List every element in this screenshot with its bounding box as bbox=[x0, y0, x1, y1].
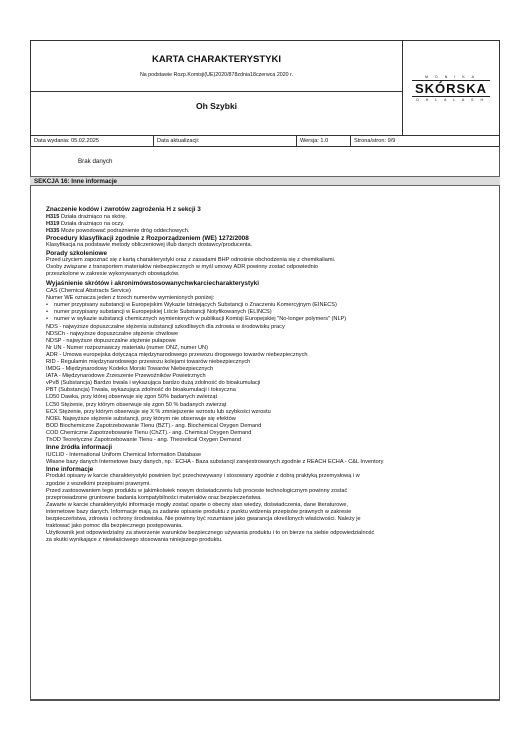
text-line: • numer przypisany substancji w Europejskim Wykazie Istniejących Substancji o Znaczeniu Komercyjnym (EINECS) bbox=[46, 302, 492, 309]
sources-heading: Inne źródła informacji bbox=[46, 444, 113, 452]
text-line: IMDG - Międzynarodowy Kodeks Morski Towarów Niebezpiecznych bbox=[46, 366, 214, 373]
document-title: KARTA CHARAKTERYSTYKI bbox=[152, 54, 281, 65]
regulation-subtitle: Na podstawie Rozp.Komisji(UE)2020/878zdnia18czerwca 2020 r. bbox=[139, 72, 294, 78]
text-line: bezpieczeństwa, zdrowia i ochrony środowiska. Nie powinny być rozumiane jako gwarancja określonych właściwości. Należy je bbox=[46, 516, 361, 523]
other-info-text bbox=[46, 473, 492, 544]
text-line: • numer w wykazie substancji chemicznych wymienionych w publikacji Komisji Europejskiej "No-longer polymers" (NLP) bbox=[46, 316, 492, 323]
classification-text: Klasyfikacja na podstawie metody obliczeniowej i/lub danych dostawcy/producenta. bbox=[46, 242, 253, 249]
text-line: LC50 Stężenie, przy którym obserwuje się zgon 50 % badanych zwierząt bbox=[46, 401, 227, 408]
hcode: H335 bbox=[46, 227, 61, 234]
section-16-content bbox=[46, 206, 492, 544]
text-line: Produkt opisany w karcie charakterystyki powinien być przechowywany i stosowany zgodnie z dobrą praktyką przemysłową i w bbox=[46, 473, 360, 480]
hcodes-list bbox=[46, 214, 492, 235]
issue-date: Data wydania: 05.02.2025 bbox=[31, 136, 154, 146]
section-16-heading: SEKCJA 16: Inne informacje bbox=[30, 176, 500, 186]
ec-number-bullets bbox=[46, 302, 492, 323]
hcode-text: Działa drażniąco na skórę. bbox=[60, 213, 127, 220]
abbreviations-list bbox=[46, 324, 492, 445]
text-line: Przed użyciem zapoznać się z kartą charakterystyki oraz z zasadami BHP odnośnie obchodzenia się z chemikaliami. bbox=[46, 257, 336, 264]
update-date: Data aktualizacji: bbox=[154, 136, 297, 146]
text-line: Zawarte w karcie charakterystyki informacje mogły zostać oparte o obecny stan wiedzy, doświadczenia, dane literaturowe, bbox=[46, 501, 349, 508]
text-line: internetowe bazy danych. Informacje mają za zadanie opisanie produktu z punktu widzenia przepisów prawnych w zakresie bbox=[46, 508, 352, 515]
text-line: Numer WE oznacza jeden z trzech numerów wymienionych poniżej: bbox=[46, 295, 215, 302]
cas-text bbox=[46, 288, 492, 302]
text-line: vPvB (Substancja) Bardzo trwała i wykazująca bardzo dużą zdolność do bioakumulacji bbox=[46, 380, 261, 387]
text-line: Własne bazy danych Internetowe bazy danych, np.: ECHA - Baza substancji zarejestrowanych zgodnie z REACH ECHA - C&L Inventory bbox=[46, 458, 384, 465]
text-line: NDSCh - najwyższe dopuszczalne stężenie chwilowe bbox=[46, 330, 179, 337]
hcodes-heading: Znaczenie kodów i zwrotów zagrożenia H z sekcji 3 bbox=[46, 206, 201, 213]
text-line: Nr UN - Numer rozpoznawczy materiału (numer ONZ, numer UN) bbox=[46, 344, 208, 351]
text-line: za skutki wynikające z niewłaściwego stosowania niniejszego produktu. bbox=[46, 537, 223, 544]
hcode-row bbox=[46, 221, 492, 228]
product-name: Oh Szybki bbox=[195, 101, 238, 111]
text-line: przeszkolone w zakresie wykonywanych obowiązków. bbox=[46, 271, 180, 278]
document-header bbox=[30, 40, 500, 147]
text-line: zgodzie z wszelkimi przepisami prawnymi. bbox=[46, 480, 151, 487]
text-line: NDS - najwyższe dopuszczalne stężenia substancji szkodliwych dla zdrowia w środowisku pracy bbox=[46, 323, 285, 330]
text-line: Użytkownik jest odpowiedzialny za stworzenie warunków bezpiecznego używania produktu i to on bierze na siebie odpowiedzialność bbox=[46, 530, 375, 537]
other-info-heading: Inne informacje bbox=[46, 465, 94, 473]
text-line: ECX Stężenie, przy którym obserwuje się X % zmniejszenie wzrostu lub szybkości wzrostu bbox=[46, 408, 271, 415]
text-line: PBT (Substancja) Trwała, wykazująca zdolność do bioakumulacji i toksyczna bbox=[46, 387, 236, 394]
hcode: H319 bbox=[46, 220, 61, 227]
text-line: ThOD Teoretyczne Zapotrzebowanie Tlenu - ang. Theoretical Oxygen Demand bbox=[46, 437, 241, 443]
hcode-row bbox=[46, 228, 492, 235]
text-line: Osoby związane z transportem materiałów niebezpiecznych w myśl umowy ADR powinny zostać odpowiednio bbox=[46, 264, 319, 271]
hcode-text: Może powodować podrażnienie dróg oddechowych. bbox=[60, 227, 190, 234]
training-heading: Porady szkoleniowe bbox=[46, 249, 108, 257]
text-line: ADR - Umowa europejska dotycząca międzynarodowego przewozu drogowego towarów niebezpiecznych bbox=[46, 351, 308, 358]
hcode-row bbox=[46, 214, 492, 221]
text-line: BOD Biochemiczne Zapotrzebowanie Tlenu (BZT).- ang. Biochemical Oxygen Demand bbox=[46, 422, 262, 429]
text-line: NOEL Najwyższe stężenie substancji, przy którym nie obserwuje się efektów bbox=[46, 415, 236, 422]
sources-list bbox=[46, 452, 492, 466]
bottom-border bbox=[30, 700, 500, 701]
abbreviations-heading: Wyjaśnienie skrótów i akronimówstosowanychwkarciecharakterystyki bbox=[46, 280, 259, 288]
text-line: Przed zastosowaniem tego produktu w jakimkolwiek nowym doświadczeniu lub procesie technologicznym powinny zostać bbox=[46, 487, 348, 494]
text-line: COD Chemiczne Zapotrzebowanie Tlenu (ChZT).- ang. Chemical Oxygen Demand bbox=[46, 429, 252, 436]
text-line: NDSP - najwyższe dopuszczalne stężenie pułapowe bbox=[46, 337, 176, 344]
no-data-text: Brak danych bbox=[78, 158, 113, 165]
text-line: RID - Regulamin międzynarodowego przewozu kolejami towarów niebezpiecznych bbox=[46, 358, 251, 365]
text-line: IATA - Międzynarodowe Zrzeszenie Przewoźników Powietrznych bbox=[46, 373, 206, 380]
text-line: LD50 Dawka, przy której obserwuje się zgon 50% badanych zwierząt bbox=[46, 394, 218, 401]
text-line: IUCLID - International Uniform Chemical Information Database bbox=[46, 451, 202, 458]
text-line: traktować jako pomoc dla bezpiecznego postępowania. bbox=[46, 523, 183, 530]
hcode-text: Działa drażniąco na oczy. bbox=[60, 220, 125, 227]
version: Wersja: 1.0 bbox=[297, 136, 351, 146]
training-text bbox=[46, 257, 492, 278]
brand-logo: M O N I K A SKÓRSKA O H L A L A S H bbox=[403, 41, 499, 135]
hcode: H315 bbox=[46, 213, 61, 220]
text-line: • numer przypisany substancji w Europejskiej Liście Substancji Notyfikowanych (ELINCS) bbox=[46, 309, 492, 316]
page-number: Strona/stron: 9/9 bbox=[354, 138, 396, 144]
classification-heading: Procedury klasyfikacji zgodnie z Rozporządzeniem (WE) 1272/2008 bbox=[46, 234, 249, 242]
text-line: przeprowadzone gruntowne badania kompatybilności materiałów oraz bezpieczeństwa. bbox=[46, 494, 262, 501]
text-line: CAS (Chemical Abstracts Service) bbox=[46, 288, 131, 295]
